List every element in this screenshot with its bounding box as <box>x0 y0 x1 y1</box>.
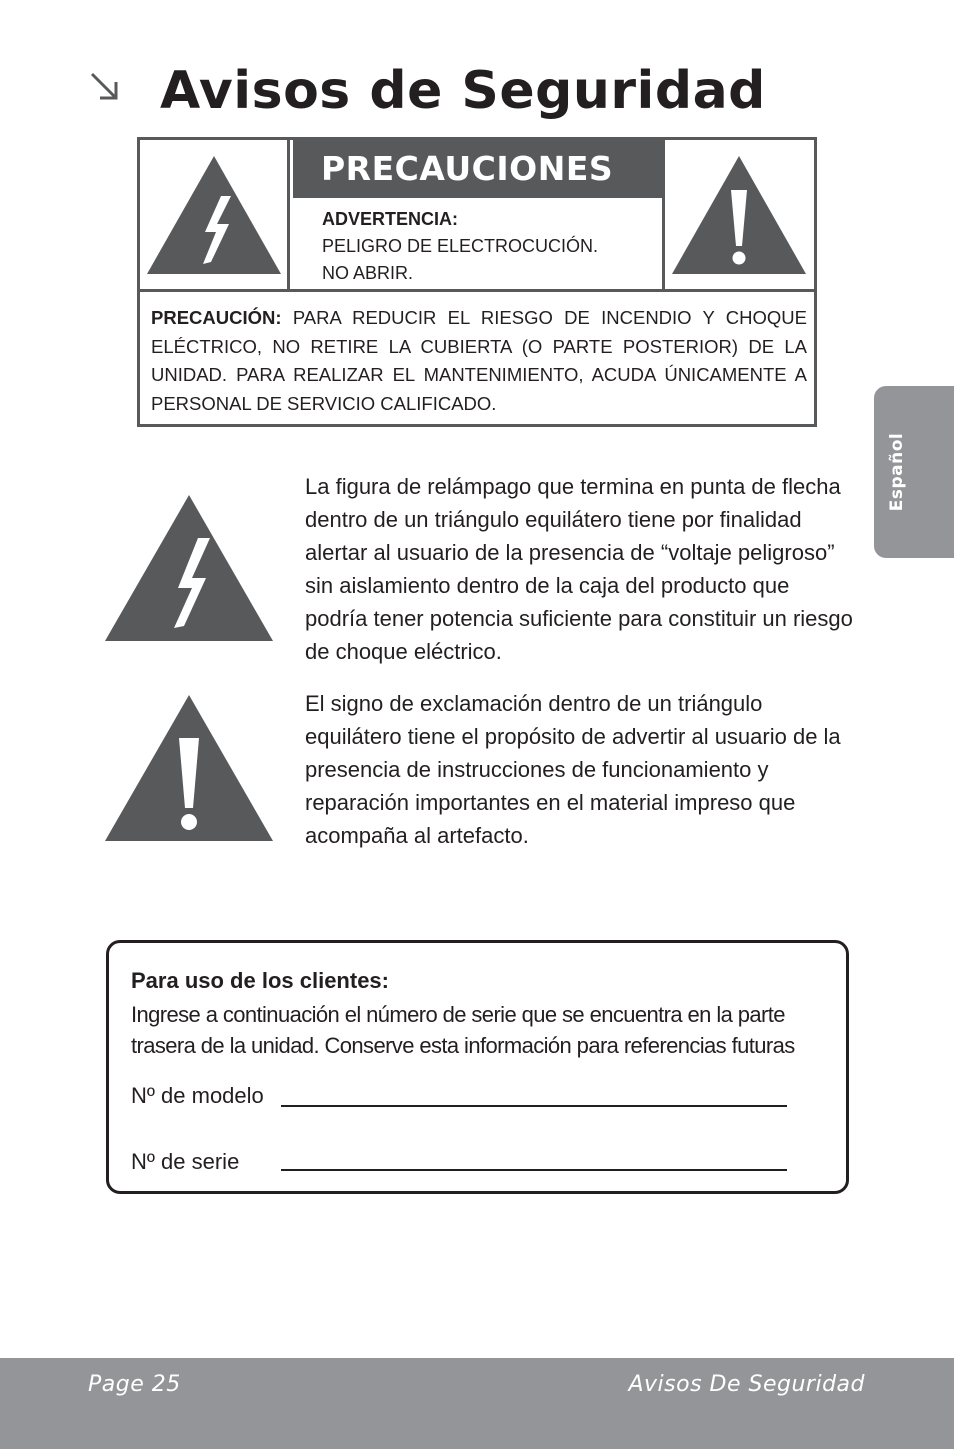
model-number-label: Nº de modelo <box>131 1083 264 1108</box>
caution-center-cell <box>290 140 662 292</box>
language-tab <box>874 386 954 558</box>
exclamation-warning-icon <box>104 694 274 842</box>
exclamation-warning-icon <box>670 154 808 276</box>
page-title: Avisos de Seguridad <box>160 61 766 121</box>
caution-divider <box>140 289 814 292</box>
arrow-down-right-icon <box>88 70 122 104</box>
caution-right-cell <box>662 140 814 292</box>
warning-block <box>322 206 598 287</box>
serial-number-label: Nº de serie <box>131 1149 240 1174</box>
caution-text: PARA REDUCIR EL RIESGO DE INCENDIO Y CHOQUE ELÉCTRICO, NO RETIRE LA CUBIERTA (O PARTE POSTERIOR) DE LA UNIDAD. PARA REALIZAR EL MANTENIMIENTO, ACUDA ÚNICAMENTE A PERSONAL DE SERVICIO CALIFICADO. <box>151 307 808 414</box>
caution-header: PRECAUCIONES <box>293 140 662 198</box>
customer-title: Para uso de los clientes: <box>131 968 389 993</box>
caution-box <box>137 137 817 427</box>
lightning-warning-icon <box>104 494 274 642</box>
warning-line-2: NO ABRIR. <box>322 263 414 283</box>
language-tab-label: Español <box>887 432 907 512</box>
footer-page-number: Page 25 <box>88 1372 181 1397</box>
lightning-warning-icon <box>145 154 283 276</box>
caution-label: PRECAUCIÓN: <box>151 307 282 328</box>
warning-title: ADVERTENCIA: <box>322 209 459 229</box>
footer-section-title: Avisos De Seguridad <box>628 1372 865 1397</box>
caution-paragraph <box>151 304 807 418</box>
exclamation-explanation: El signo de exclamación dentro de un triángulo equilátero tiene el propósito de advertir al usuario de la presencia de instrucciones de funcionamiento y reparación importantes en el material impreso que acompaña al artefacto. <box>305 691 841 848</box>
serial-number-line <box>281 1169 787 1171</box>
model-number-line <box>281 1105 787 1107</box>
customer-info-box <box>106 940 849 1194</box>
customer-instructions: Ingrese a continuación el número de serie que se encuentra en la parte trasera de la unidad. Conserve esta información para referencias futuras <box>131 1002 795 1058</box>
warning-line-1: PELIGRO DE ELECTROCUCIÓN. <box>322 236 599 256</box>
caution-left-cell <box>140 140 290 292</box>
page-footer <box>0 1358 954 1449</box>
lightning-explanation: La figura de relámpago que termina en punta de flecha dentro de un triángulo equilátero tiene por finalidad alertar al usuario de la presencia de “voltaje peligroso” sin aislamiento dentro de la caja del producto que podría tener potencia suficiente para constituir un riesgo de choque eléctrico. <box>305 474 853 664</box>
